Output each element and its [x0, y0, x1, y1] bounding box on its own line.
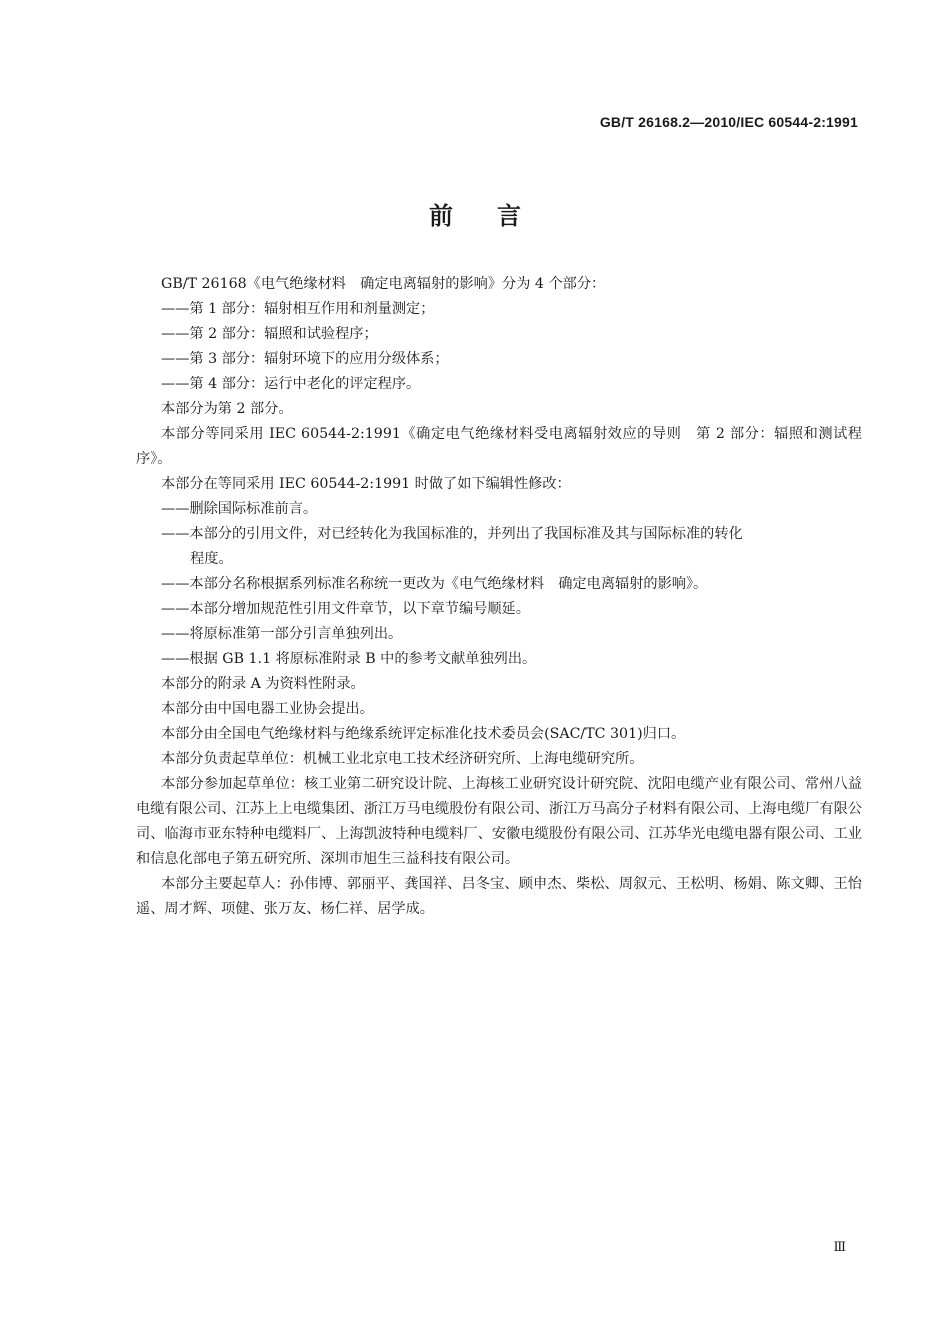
list-item-mod-5: ——将原标准第一部分引言单独列出。: [161, 626, 403, 642]
list-item-part-4: ——第 4 部分：运行中老化的评定程序。: [161, 376, 421, 392]
list-item-part-3: ——第 3 部分：辐射环境下的应用分级体系；: [161, 351, 449, 367]
paragraph-series-intro: GB/T 26168《电气绝缘材料 确定电离辐射的影响》分为 4 个部分：: [161, 276, 606, 292]
page-number: Ⅲ: [833, 1240, 846, 1255]
list-item-mod-2-line2: 程度。: [190, 551, 233, 567]
paragraph-centralized-by: 本部分由全国电气绝缘材料与绝缘系统评定标准化技术委员会(SAC/TC 301)归口。: [161, 726, 686, 742]
list-item-part-2: ——第 2 部分：辐照和试验程序；: [161, 326, 378, 342]
list-item-mod-3: ——本部分名称根据系列标准名称统一更改为《电气绝缘材料 确定电离辐射的影响》。: [161, 576, 708, 592]
paragraph-participating-drafters: 本部分参加起草单位：核工业第二研究设计院、上海核工业研究设计研究院、沈阳电缆产业有限公司、常州八益电缆有限公司、江苏上上电缆集团、浙江万马电缆股份有限公司、浙江万马高分子材料有限公司、上海电缆厂有限公司、临海市亚东特种电缆料厂、上海凯波特种电缆料厂、安徽电缆股份有限公司、江苏华光电缆电器有限公司、工业和信息化部电子第五研究所、深圳市旭生三益科技有限公司。: [136, 776, 862, 867]
paragraph-annex: 本部分的附录 A 为资料性附录。: [161, 676, 365, 692]
document-body: [136, 272, 862, 922]
paragraph-this-part: 本部分为第 2 部分。: [161, 401, 293, 417]
list-item-mod-1: ——删除国际标准前言。: [161, 501, 318, 517]
list-item-mod-4: ——本部分增加规范性引用文件章节，以下章节编号顺延。: [161, 601, 530, 617]
paragraph-modifications-intro: 本部分在等同采用 IEC 60544-2:1991 时做了如下编辑性修改：: [161, 476, 571, 492]
page-title: 前言: [429, 202, 565, 230]
list-item-part-1: ——第 1 部分：辐射相互作用和剂量测定；: [161, 301, 435, 317]
list-item-mod-2: [136, 522, 862, 572]
paragraph-main-drafters: 本部分主要起草人：孙伟博、郭丽平、龚国祥、吕冬宝、顾申杰、柴松、周叙元、王松明、杨娟、陈文卿、王怡遥、周才辉、项健、张万友、杨仁祥、居学成。: [136, 876, 862, 917]
paragraph-proposed-by: 本部分由中国电器工业协会提出。: [161, 701, 374, 717]
paragraph-responsible-drafters: 本部分负责起草单位：机械工业北京电工技术经济研究所、上海电缆研究所。: [161, 751, 644, 767]
list-item-mod-6: ——根据 GB 1.1 将原标准附录 B 中的参考文献单独列出。: [161, 651, 537, 667]
list-item-mod-2-line1: ——本部分的引用文件，对已经转化为我国标准的，并列出了我国标准及其与国际标准的转化: [161, 526, 743, 542]
standard-code: GB/T 26168.2—2010/IEC 60544-2:1991: [599, 114, 858, 130]
paragraph-adoption: 本部分等同采用 IEC 60544-2:1991《确定电气绝缘材料受电离辐射效应的导则 第 2 部分：辐照和测试程序》。: [136, 426, 862, 467]
